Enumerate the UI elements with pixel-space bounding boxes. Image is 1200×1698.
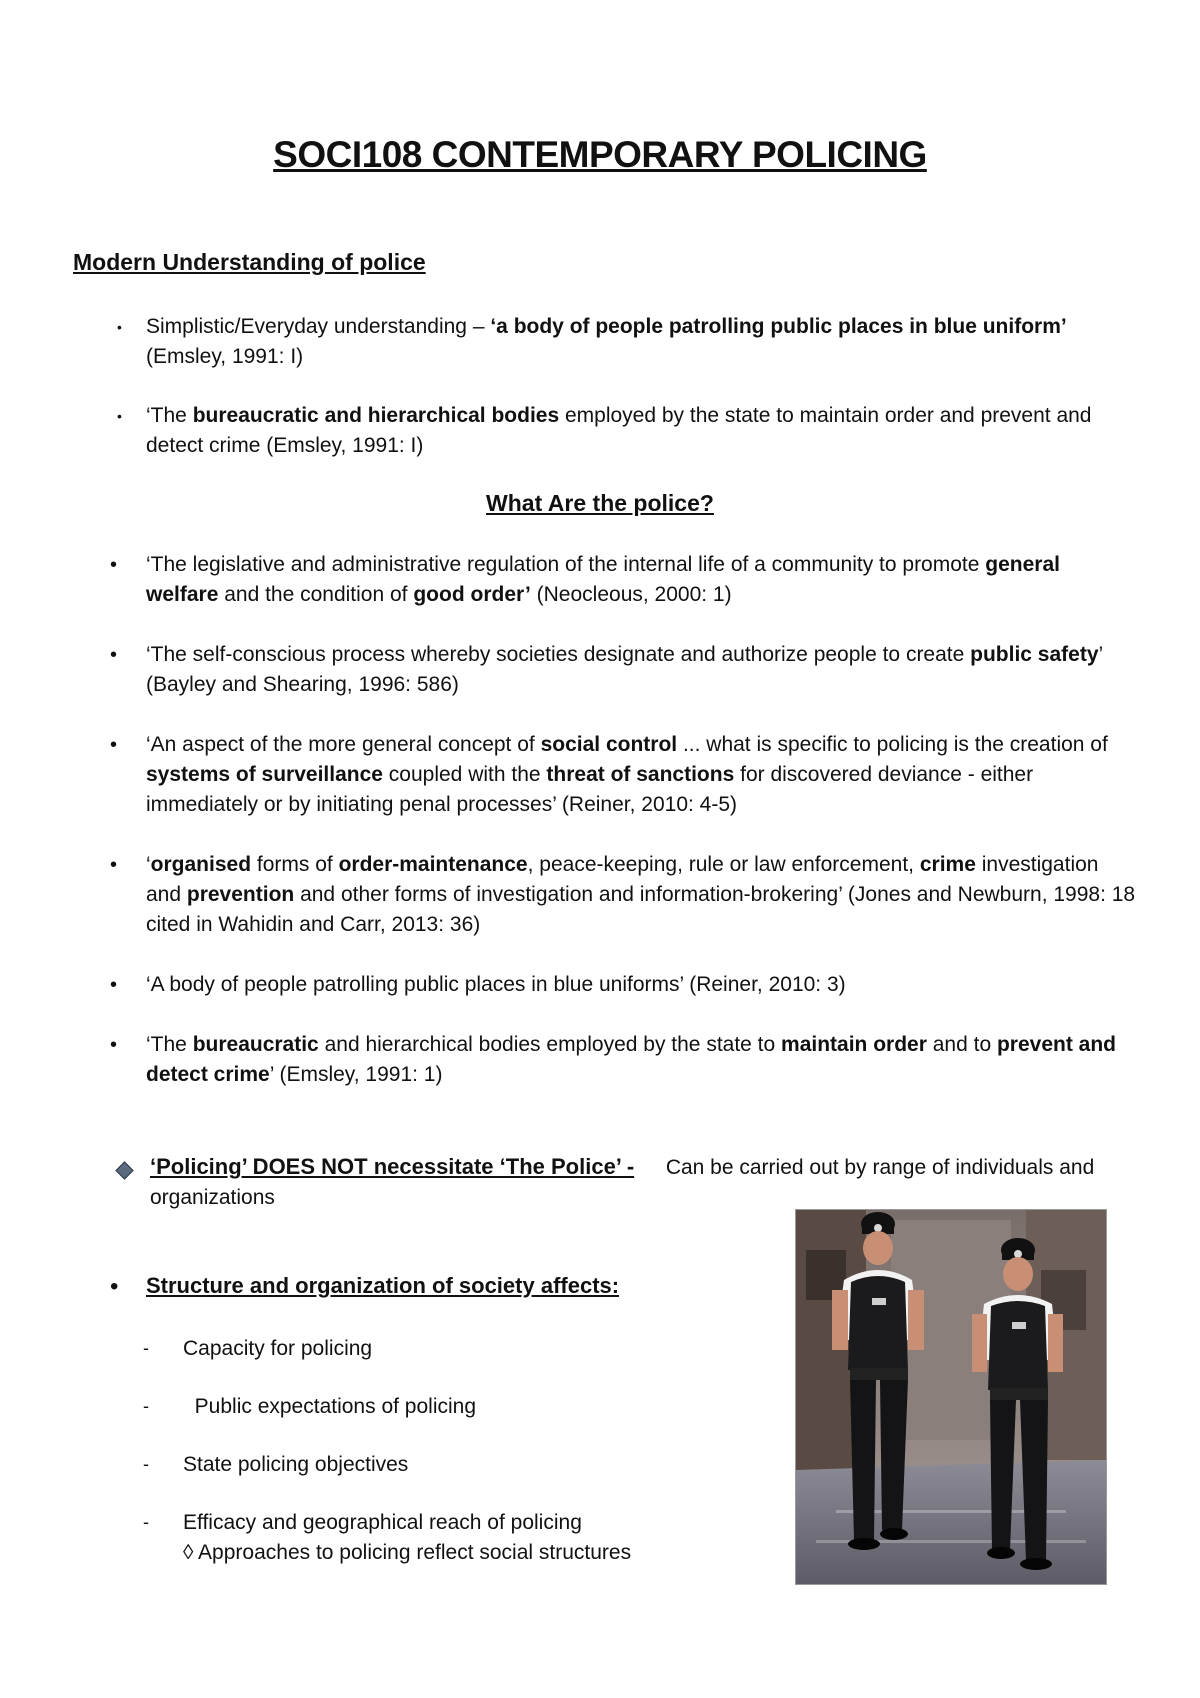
bold-text-span: systems of surveillance bbox=[146, 763, 383, 786]
text-span: (Neocleous, 2000: 1) bbox=[530, 583, 732, 606]
dash-icon: - bbox=[143, 1512, 149, 1532]
text-span: for discovered deviance - either immediately or by initiating penal processes’ (Reiner, 2010: 4-5) bbox=[146, 763, 1034, 816]
text-span: ’ (Bayley and Shearing, 1996: 586) bbox=[146, 643, 1103, 696]
bullet-icon: • bbox=[110, 1034, 118, 1056]
bullet-icon: • bbox=[117, 319, 122, 335]
list-item bbox=[146, 1030, 1136, 1090]
diamond-bullet-icon bbox=[115, 1161, 133, 1179]
list-item bbox=[146, 312, 1136, 372]
list-item bbox=[146, 730, 1136, 820]
text-span: and hierarchical bodies employed by the state to bbox=[318, 1033, 782, 1056]
structure-item: State policing objectives bbox=[183, 1453, 409, 1476]
text-span: ‘ bbox=[146, 853, 151, 876]
text-span: ... what is specific to policing is the creation of bbox=[677, 733, 1108, 756]
bold-text-span: general welfare bbox=[146, 553, 1060, 606]
dash-icon: - bbox=[143, 1338, 149, 1358]
bold-text-span: organised bbox=[150, 853, 252, 876]
dash-icon: - bbox=[143, 1396, 149, 1416]
bullet-icon: • bbox=[110, 1273, 119, 1300]
section-heading-modern-understanding: Modern Understanding of police bbox=[73, 249, 426, 275]
structure-item: Public expectations of policing bbox=[183, 1395, 477, 1418]
bold-text-span: order-maintenance bbox=[338, 853, 528, 876]
text-span: and to bbox=[926, 1033, 997, 1056]
list-item bbox=[146, 550, 1136, 610]
callout-lead: ‘Policing’ DOES NOT necessitate ‘The Police’ - bbox=[150, 1154, 635, 1179]
bold-text-span: bureaucratic bbox=[192, 1033, 319, 1056]
text-span: coupled with the bbox=[382, 763, 547, 786]
text-span: ‘A body of people patrolling public places in blue uniforms’ (Reiner, 2010: 3) bbox=[146, 973, 846, 996]
dash-icon: - bbox=[143, 1454, 149, 1474]
bold-text-span: good order’ bbox=[413, 583, 531, 606]
text-span: ’ (Emsley, 1991: 1) bbox=[269, 1063, 443, 1086]
text-span: , peace-keeping, rule or law enforcement, bbox=[527, 853, 920, 876]
list-item bbox=[146, 401, 1136, 461]
structure-item: Capacity for policing bbox=[183, 1337, 373, 1360]
bullet-icon: • bbox=[110, 644, 118, 666]
list-item bbox=[146, 850, 1136, 940]
text-span: ‘An aspect of the more general concept of bbox=[146, 733, 541, 756]
bullet-icon: • bbox=[110, 554, 118, 576]
text-span: forms of bbox=[251, 853, 339, 876]
bold-text-span: public safety bbox=[970, 643, 1099, 666]
bullet-icon: • bbox=[110, 734, 118, 756]
text-span: ‘The bbox=[146, 1033, 193, 1056]
bold-text-span: ‘a body of people patrolling public places in blue uniform’ bbox=[490, 315, 1067, 338]
section-heading-what-are-the-police: What Are the police? bbox=[486, 490, 714, 516]
page-title: SOCI108 CONTEMPORARY POLICING bbox=[273, 134, 927, 175]
bold-text-span: prevention bbox=[186, 883, 295, 906]
bullet-icon: • bbox=[110, 974, 118, 996]
bold-text-span: crime bbox=[919, 853, 976, 876]
text-span: ‘The self-conscious process whereby societies designate and authorize people to create bbox=[146, 643, 971, 666]
policing-callout bbox=[150, 1152, 1130, 1213]
bold-text-span: maintain order bbox=[781, 1033, 927, 1056]
police-officers-photo bbox=[795, 1209, 1107, 1585]
text-span: ‘The bbox=[146, 404, 193, 427]
bold-text-span: prevent and detect crime bbox=[146, 1033, 1116, 1086]
text-span: and other forms of investigation and information-brokering’ (Jones and Newburn, 1998: 18 cited in Wahidin and Carr, 2013: 36) bbox=[146, 883, 1136, 936]
text-span: investigation and bbox=[146, 853, 1099, 906]
text-span: Simplistic/Everyday understanding – bbox=[146, 315, 491, 338]
callout-rest: Can be carried out by range of individuals and organizations bbox=[150, 1156, 1095, 1209]
bold-text-span: bureaucratic and hierarchical bodies bbox=[192, 404, 560, 427]
bullet-icon: • bbox=[110, 854, 118, 876]
bold-text-span: threat of sanctions bbox=[546, 763, 735, 786]
text-span: (Emsley, 1991: I) bbox=[146, 345, 304, 368]
structure-item: Efficacy and geographical reach of policing bbox=[183, 1511, 582, 1534]
text-span: ‘The legislative and administrative regulation of the internal life of a community to promote bbox=[146, 553, 986, 576]
bullet-icon: • bbox=[117, 408, 122, 424]
bold-text-span: social control bbox=[540, 733, 678, 756]
list-item bbox=[146, 640, 1136, 700]
structure-heading: Structure and organization of society affects: bbox=[146, 1273, 620, 1298]
text-span: and the condition of bbox=[218, 583, 414, 606]
list-item bbox=[146, 970, 1136, 1000]
structure-note: ◊ Approaches to policing reflect social structures bbox=[183, 1541, 632, 1564]
text-span: employed by the state to maintain order and prevent and detect crime (Emsley, 1991: I) bbox=[146, 404, 1092, 457]
